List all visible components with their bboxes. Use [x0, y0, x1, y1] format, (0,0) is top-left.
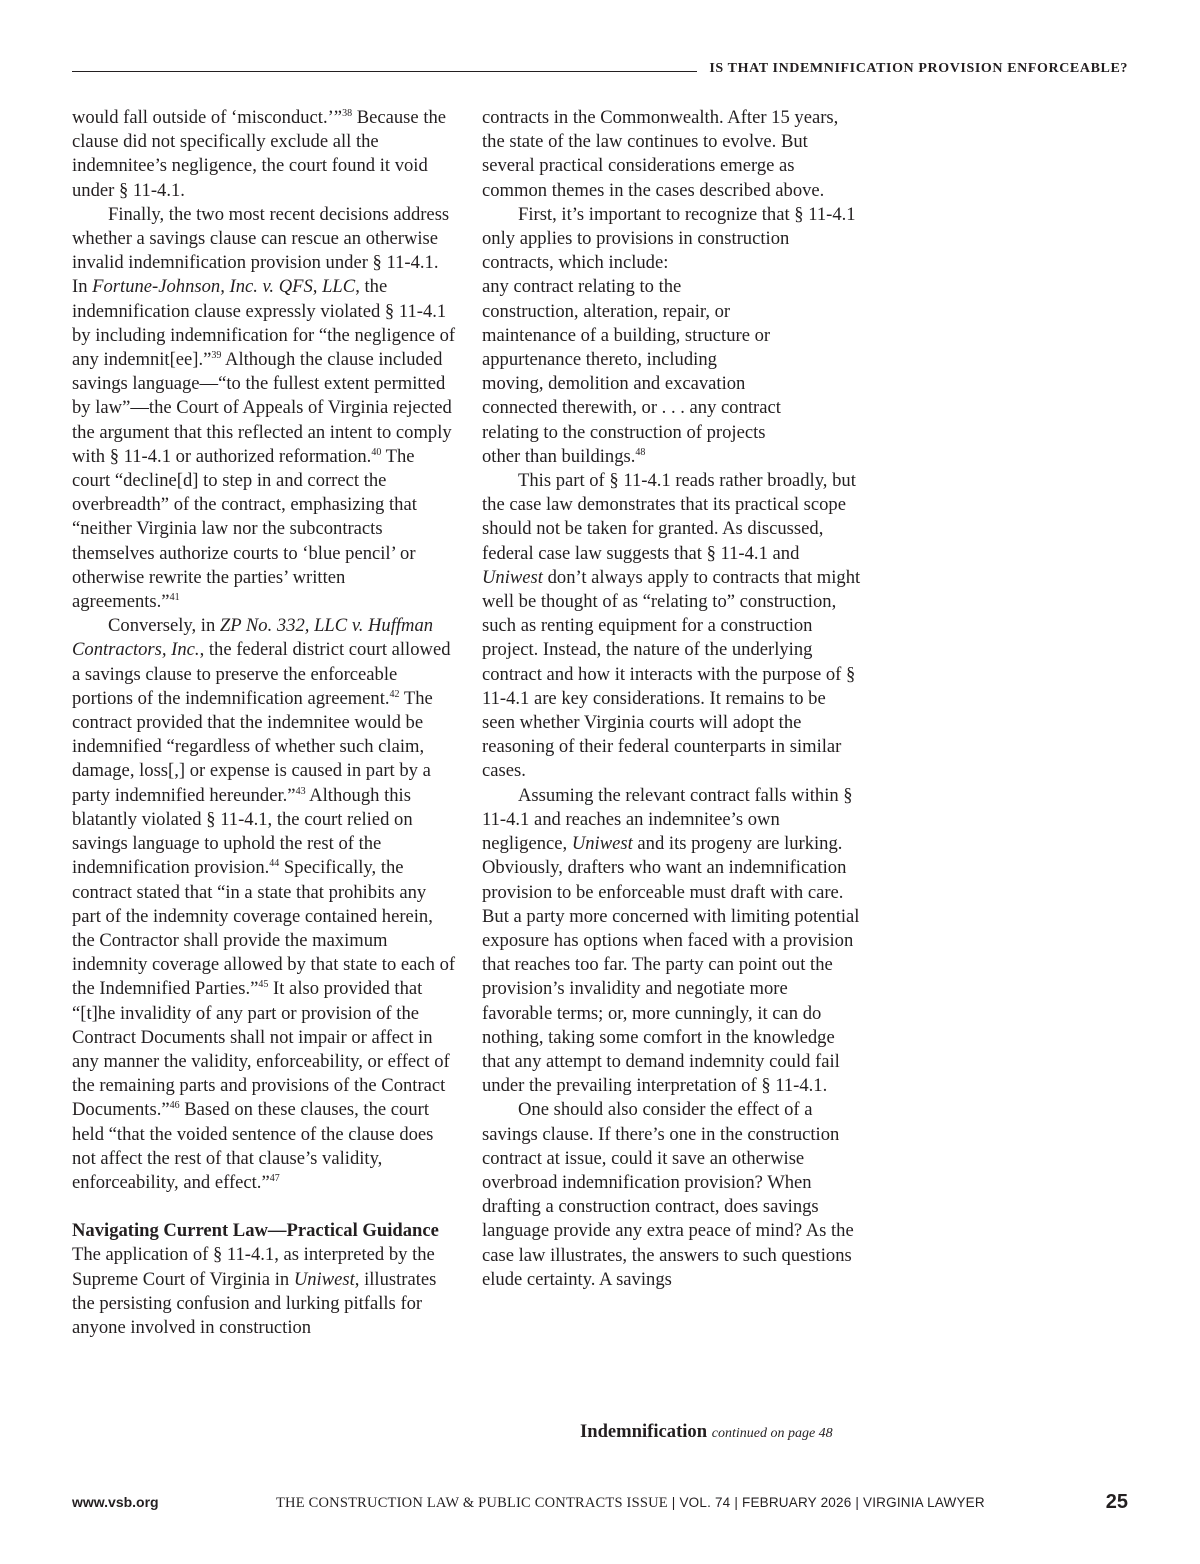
right-column — [482, 106, 862, 1292]
paragraph: First, it’s important to recognize that § 11-4.1 only applies to provisions in construction contracts, which include: — [482, 203, 856, 274]
case-name: Uniwest — [571, 833, 633, 855]
paragraph: The application of § 11-4.1, as interpreted by the Supreme Court of Virginia in Uniwest, illustrates the persisting confusion and lurking pitfalls for anyone involved in construction — [72, 1244, 437, 1338]
footer-publication: VIRGINIA LAWYER — [863, 1495, 985, 1510]
continuation-label: Indemnification — [580, 1421, 708, 1442]
footnote-ref: 47 — [269, 1172, 280, 1184]
header-rule — [72, 71, 697, 72]
continuation-line — [580, 1420, 833, 1446]
footnote-ref: 45 — [258, 979, 269, 991]
footnote-ref: 38 — [342, 108, 353, 119]
footnote-ref: 44 — [269, 858, 280, 870]
footer-issue-line: THE CONSTRUCTION LAW & PUBLIC CONTRACTS ISSUE | VOL. 74 | FEBRUARY 2026 | VIRGINIA LAWYER — [276, 1495, 985, 1511]
footer-issue: THE CONSTRUCTION LAW & PUBLIC CONTRACTS ISSUE — [276, 1495, 668, 1511]
case-name: ZP No. 332, LLC v. Huffman Contractors, Inc. — [72, 615, 434, 661]
footnote-ref: 41 — [169, 592, 180, 604]
paragraph: Finally, the two most recent decisions address whether a savings clause can rescue an otherwise invalid indemnification provision under § 11-4.1. In Fortune-Johnson, Inc. v. QFS, LLC, the indemnification clause expressly violated § 11-4.1 by including indemnification for “the negligence of any indemnit[ee].”$^{39}$ Although the clause included savings language—“to the fullest extent permitted by law”—the Court of Appeals of Virginia rejected the argument that this reflected an intent to comply with § 11-4.1 or authorized reformation.$^{40}$ The court “decline[d] to step in and correct the overbreadth” of the contract, emphasizing that “neither Virginia law nor the subcontracts themselves authorize courts to ‘blue pencil’ or otherwise rewrite the parties’ written agreements.”$^{41}$ — [72, 203, 456, 613]
footnote-ref: 39 — [211, 350, 222, 362]
footnote-ref: 40 — [371, 446, 382, 458]
page-number: 25 — [1105, 1491, 1128, 1513]
paragraph: This part of § 11-4.1 reads rather broadly, but the case law demonstrates that its practical scope should not be taken for granted. As discussed, federal case law suggests that § 11-4.1 and Uniwest don’t always apply to contracts that might well be thought of as “relating to” construction, such as renting equipment for a construction project. Instead, the nature of the underlying contract and how it interacts with the purpose of § 11-4.1 are key considerations. It remains to be seen whether Virginia courts will adopt the reasoning of their federal counterparts in similar cases. — [482, 470, 861, 782]
left-column — [72, 106, 456, 1340]
paragraph: One should also consider the effect of a savings clause. If there’s one in the construction contract at issue, could it save an otherwise overbroad indemnification provision? When drafting a construction contract, does savings language provide any extra peace of mind? As the case law illustrates, the answers to such questions elude certainty. A savings — [482, 1099, 854, 1290]
case-name: Uniwest — [482, 566, 543, 588]
paragraph: Conversely, in ZP No. 332, LLC v. Huffman Contractors, Inc., the federal district court allowed a savings clause to preserve the enforceable portions of the indemnification agreement.$^{42}$ The contract provided that the indemnitee would be indemnified “regardless of whether such claim, damage, loss[,] or expense is caused in part by a party indemnified hereunder.”$^{43}$ Although this blatantly violated § 11-4.1, the court relied on savings language to uphold the rest of the indemnification provision.$^{44}$ Specifically, the contract stated that “in a state that prohibits any part of the indemnity coverage contained herein, the Contractor shall provide the maximum indemnity coverage allowed by that state to each of the Indemnified Parties.”$^{45}$ It also provided that “[t]he invalidity of any part or provision of the Contract Documents shall not impair or affect in any manner the validity, enforceability, or effect of the remaining parts and provisions of the Contract Documents.”$^{46}$ Based on these clauses, the court held “that the voided sentence of the clause does not affect the rest of that clause’s validity, enforceability, and effect.”$^{47}$ — [72, 615, 456, 1193]
footnote-ref: 48 — [635, 446, 646, 458]
footnote-ref: 42 — [389, 688, 400, 700]
paragraph: Assuming the relevant contract falls within § 11-4.1 and reaches an indemnitee’s own negligence, Uniwest and its progeny are lurking. Obviously, drafters who want an indemnification provision to be enforceable must draft with care. But a party more concerned with limiting potential exposure has options when faced with a provision that reaches too far. The party can point out the provision’s invalidity and negotiate more favorable terms; or, more cunningly, it can do nothing, taking some comfort in the knowledge that any attempt to demand indemnity could fail under the prevailing interpretation of § 11-4.1. — [482, 784, 860, 1097]
continuation-note: continued on page 48 — [711, 1426, 833, 1441]
footer-date: FEBRUARY 2026 — [742, 1495, 852, 1510]
footnote-ref: 46 — [169, 1100, 180, 1112]
running-header — [72, 60, 1128, 78]
footer-url[interactable]: www.vsb.org — [72, 1494, 159, 1510]
paragraph: would fall outside of ‘misconduct.’”$^{38}$ Because the clause did not specifically exclude all the indemnitee’s negligence, the court found it void under § 11-4.1. — [72, 107, 447, 201]
running-title: IS THAT INDEMNIFICATION PROVISION ENFORCEABLE? — [709, 61, 1128, 76]
footnote-ref: 43 — [295, 785, 306, 797]
block-quote: any contract relating to the construction, alteration, repair, or maintenance of a building, structure or appurtenance thereto, including moving, demolition and excavation connected therewith, or . . . any contract relating to the construction of projects other than buildings.$^{48}$ — [482, 276, 781, 467]
case-name: Fortune-Johnson, Inc. v. QFS, LLC — [92, 276, 356, 298]
section-heading: Navigating Current Law—Practical Guidance — [72, 1220, 439, 1242]
paragraph: contracts in the Commonwealth. After 15 years, the state of the law continues to evolve. But several practical considerations emerge as common themes in the cases described above. — [482, 107, 839, 201]
footer-volume: VOL. 74 — [679, 1495, 731, 1510]
case-name: Uniwest — [293, 1268, 355, 1290]
